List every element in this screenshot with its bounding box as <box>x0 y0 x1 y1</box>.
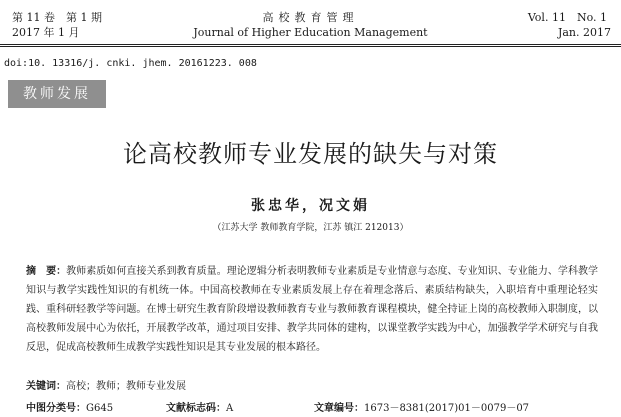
journal-name-chinese: 高校教育管理 <box>262 11 359 24</box>
article-authors: 张忠华，况文娟 <box>251 198 370 214</box>
document-code-value: A <box>226 403 234 414</box>
header-rule-second <box>0 46 621 47</box>
header-rule <box>0 44 621 45</box>
abstract-label: 摘 要： <box>26 266 67 277</box>
article-number-label: 文章编号： <box>314 403 364 414</box>
document-code-label: 文献标志码： <box>166 403 226 414</box>
volume-issue-text: 第 11 卷 第 1 期 <box>12 11 102 24</box>
journal-volume-issue-english <box>528 11 611 39</box>
keywords-label: 关键词： <box>26 381 66 392</box>
article-number-value: 1673－8381(2017)01－0079－07 <box>364 403 530 414</box>
abstract-text: 教师素质如何直接关系到教育质量。理论逻辑分析表明教师专业素质是专业情意与态度、专业知识、专业能力、学科教学知识与教学实践性知识的有机统一体。中国高校教师在专业素质发展上存在着理念落后、素质结构缺失，入职培育中重理论轻实践、重科研轻教学等问题。在博士研究生教育阶段增设教师教育专业与教师教育课程模块，健全持证上岗的高校教师入职制度，以高校教师发展中心为依托，开展教学改革，通过项目安排、教学共同体的建构，以课堂教学实践为中心，加强教学学术研究与自我反思，促成高校教师生成教学实践性知识是其专业发展的根本路径。 <box>26 266 599 353</box>
clc-value: G645 <box>86 403 114 414</box>
abstract <box>26 262 598 357</box>
document-code <box>166 399 233 414</box>
volume-issue-english-text: Vol. 11 No. 1 <box>527 11 607 24</box>
keywords-text: 高校；教师；教师专业发展 <box>66 381 186 392</box>
keywords <box>26 377 186 392</box>
publication-date-text: 2017 年 1 月 <box>12 26 80 39</box>
article-title: 论高校教师专业发展的缺失与对策 <box>123 140 498 168</box>
journal-name-english: Journal of Higher Education Management <box>193 26 428 39</box>
publication-date-english-text: Jan. 2017 <box>557 26 611 39</box>
author-affiliation: （江苏大学 教师教育学院，江苏 镇江 212013） <box>212 223 409 233</box>
clc-label: 中图分类号： <box>26 403 86 414</box>
clc-number <box>26 399 113 414</box>
article-number <box>314 399 529 414</box>
section-tab: 教师发展 <box>8 80 106 108</box>
doi[interactable]: doi:10. 13316/j. cnki. jhem. 20161223. 008 <box>4 58 257 69</box>
